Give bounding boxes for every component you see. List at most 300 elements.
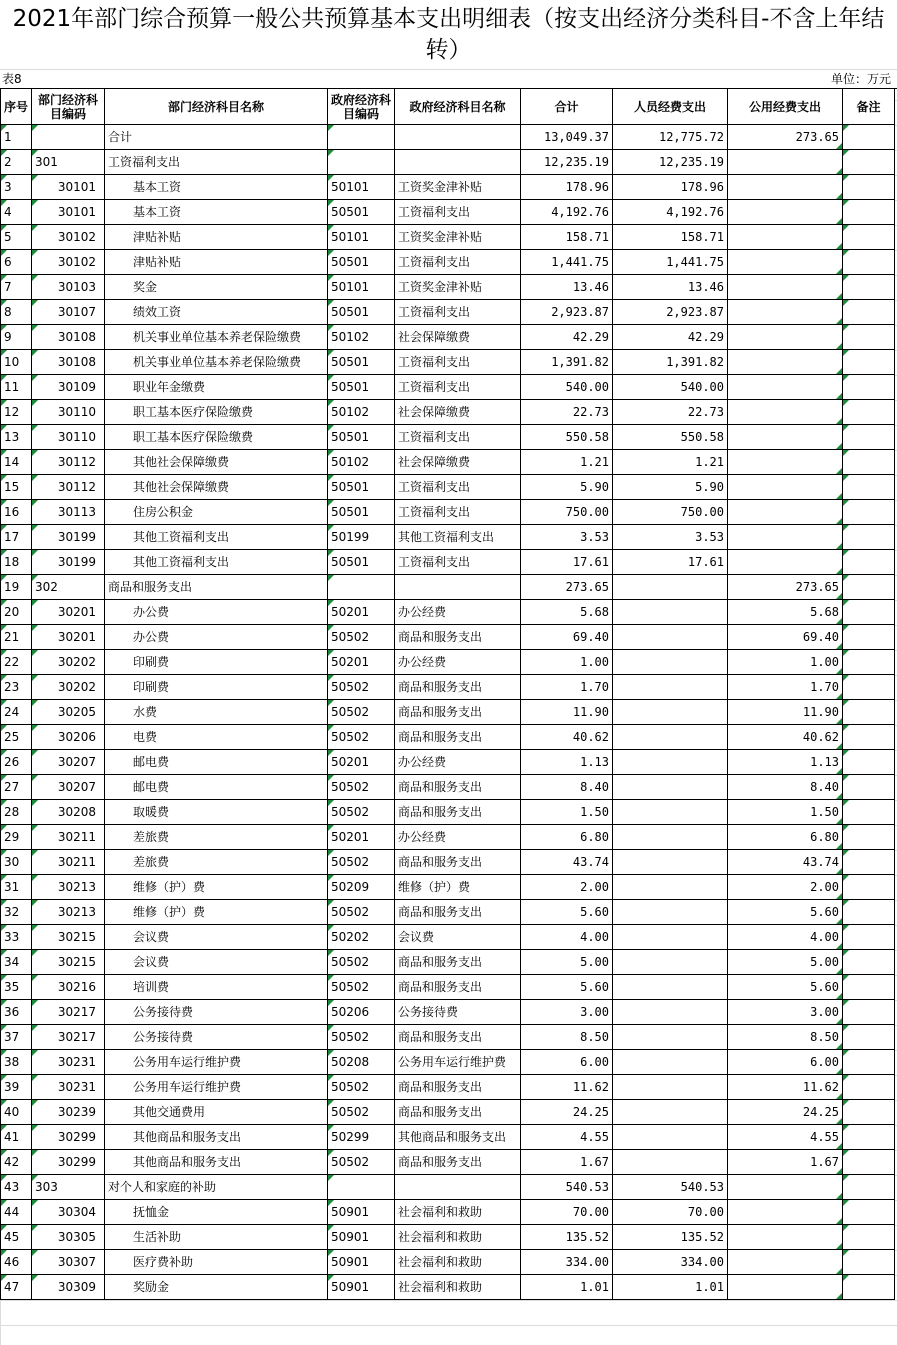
row-note: [843, 225, 895, 250]
row-public: 5.60: [728, 900, 843, 925]
row-dept-name: 机关事业单位基本养老保险缴费: [105, 325, 328, 350]
row-personnel: [613, 925, 728, 950]
row-gov-code: 50201: [328, 825, 395, 850]
table-row: [1, 725, 895, 750]
row-personnel: [613, 600, 728, 625]
row-public: [728, 200, 843, 225]
row-total: 42.29: [521, 325, 613, 350]
table-row: [1, 925, 895, 950]
row-gov-name: 工资福利支出: [395, 350, 521, 375]
row-public: 11.62: [728, 1075, 843, 1100]
row-seq: 17: [1, 525, 32, 550]
row-dept-name: 公务用车运行维护费: [105, 1075, 328, 1100]
row-total: 3.00: [521, 1000, 613, 1025]
row-dept-code: 30215: [32, 925, 105, 950]
row-personnel: 750.00: [613, 500, 728, 525]
table-row: [1, 1100, 895, 1125]
table-row: [1, 1000, 895, 1025]
table-row: [1, 625, 895, 650]
row-personnel: [613, 650, 728, 675]
row-public: [728, 1250, 843, 1275]
row-public: 11.90: [728, 700, 843, 725]
row-seq: 23: [1, 675, 32, 700]
header-dept-name: 部门经济科目名称: [105, 89, 328, 125]
row-seq: 2: [1, 150, 32, 175]
row-personnel: 1.01: [613, 1275, 728, 1300]
table-row: [1, 1225, 895, 1250]
row-seq: 30: [1, 850, 32, 875]
row-dept-name: 其他交通费用: [105, 1100, 328, 1125]
row-personnel: 3.53: [613, 525, 728, 550]
row-public: 273.65: [728, 125, 843, 150]
row-note: [843, 1200, 895, 1225]
row-gov-name: 商品和服务支出: [395, 700, 521, 725]
row-dept-name: 职业年金缴费: [105, 375, 328, 400]
row-gov-name: 工资奖金津补贴: [395, 225, 521, 250]
row-gov-name: 商品和服务支出: [395, 775, 521, 800]
row-personnel: 178.96: [613, 175, 728, 200]
row-public: 4.00: [728, 925, 843, 950]
table-row: [1, 150, 895, 175]
row-public: [728, 475, 843, 500]
row-total: 5.60: [521, 975, 613, 1000]
row-dept-name: 公务用车运行维护费: [105, 1050, 328, 1075]
row-seq: 9: [1, 325, 32, 350]
row-dept-code: 30307: [32, 1250, 105, 1275]
row-dept-name: 办公费: [105, 600, 328, 625]
row-note: [843, 1225, 895, 1250]
row-seq: 44: [1, 1200, 32, 1225]
row-gov-code: 50901: [328, 1200, 395, 1225]
row-gov-code: 50201: [328, 600, 395, 625]
row-note: [843, 650, 895, 675]
row-gov-code: 50502: [328, 725, 395, 750]
header-gov-code: 政府经济科目编码: [328, 89, 395, 125]
table-row: [1, 350, 895, 375]
table-row: [1, 475, 895, 500]
row-dept-name: 会议费: [105, 950, 328, 975]
row-note: [843, 575, 895, 600]
row-dept-name: 办公费: [105, 625, 328, 650]
row-total: 1.50: [521, 800, 613, 825]
row-public: 69.40: [728, 625, 843, 650]
row-public: [728, 300, 843, 325]
row-note: [843, 525, 895, 550]
row-total: 273.65: [521, 575, 613, 600]
row-public: 1.70: [728, 675, 843, 700]
row-total: 12,235.19: [521, 150, 613, 175]
row-personnel: [613, 1125, 728, 1150]
row-personnel: [613, 850, 728, 875]
row-public: 1.50: [728, 800, 843, 825]
row-personnel: [613, 575, 728, 600]
table-subheader: [0, 70, 897, 89]
row-gov-code: 50502: [328, 675, 395, 700]
row-gov-name: 工资福利支出: [395, 375, 521, 400]
row-note: [843, 475, 895, 500]
row-note: [843, 400, 895, 425]
table-row: [1, 1050, 895, 1075]
row-dept-code: 30108: [32, 325, 105, 350]
row-note: [843, 1075, 895, 1100]
row-seq: 4: [1, 200, 32, 225]
row-note: [843, 275, 895, 300]
row-public: [728, 1225, 843, 1250]
row-seq: 43: [1, 1175, 32, 1200]
row-gov-code: 50502: [328, 900, 395, 925]
table-row: [1, 975, 895, 1000]
row-seq: 20: [1, 600, 32, 625]
row-total: 13.46: [521, 275, 613, 300]
row-gov-code: 50501: [328, 375, 395, 400]
row-personnel: [613, 950, 728, 975]
row-dept-name: 抚恤金: [105, 1200, 328, 1225]
row-gov-code: 50101: [328, 225, 395, 250]
row-public: 4.55: [728, 1125, 843, 1150]
row-dept-code: 30309: [32, 1275, 105, 1300]
row-seq: 19: [1, 575, 32, 600]
row-dept-name: 其他工资福利支出: [105, 550, 328, 575]
header-row: [1, 89, 895, 125]
row-total: 3.53: [521, 525, 613, 550]
table-row: [1, 800, 895, 825]
row-gov-name: 社会福利和救助: [395, 1200, 521, 1225]
row-gov-name: 办公经费: [395, 750, 521, 775]
row-gov-code: 50901: [328, 1250, 395, 1275]
row-dept-code: 30199: [32, 525, 105, 550]
header-public: 公用经费支出: [728, 89, 843, 125]
table-row: [1, 1125, 895, 1150]
row-note: [843, 800, 895, 825]
row-dept-name: 住房公积金: [105, 500, 328, 525]
row-note: [843, 250, 895, 275]
row-gov-name: 其他工资福利支出: [395, 525, 521, 550]
row-personnel: 540.53: [613, 1175, 728, 1200]
row-seq: 7: [1, 275, 32, 300]
table-row: [1, 875, 895, 900]
row-dept-code: 30199: [32, 550, 105, 575]
row-public: 1.13: [728, 750, 843, 775]
row-seq: 26: [1, 750, 32, 775]
table-row: [1, 325, 895, 350]
row-note: [843, 150, 895, 175]
row-dept-code: 30208: [32, 800, 105, 825]
row-seq: 27: [1, 775, 32, 800]
row-seq: 1: [1, 125, 32, 150]
header-personnel: 人员经费支出: [613, 89, 728, 125]
row-gov-name: 商品和服务支出: [395, 975, 521, 1000]
row-dept-code: 30108: [32, 350, 105, 375]
row-dept-code: 30112: [32, 475, 105, 500]
row-public: [728, 1200, 843, 1225]
row-gov-code: 50502: [328, 1150, 395, 1175]
row-gov-name: 工资福利支出: [395, 475, 521, 500]
row-personnel: 550.58: [613, 425, 728, 450]
row-personnel: 22.73: [613, 400, 728, 425]
row-personnel: [613, 1100, 728, 1125]
row-dept-code: 30239: [32, 1100, 105, 1125]
row-dept-name: 对个人和家庭的补助: [105, 1175, 328, 1200]
row-dept-code: 30217: [32, 1000, 105, 1025]
table-row: [1, 500, 895, 525]
row-gov-code: 50502: [328, 775, 395, 800]
row-gov-code: 50502: [328, 1075, 395, 1100]
row-seq: 42: [1, 1150, 32, 1175]
row-note: [843, 725, 895, 750]
row-gov-code: 50206: [328, 1000, 395, 1025]
row-dept-code: 30216: [32, 975, 105, 1000]
row-personnel: [613, 700, 728, 725]
row-note: [843, 850, 895, 875]
table-row: [1, 175, 895, 200]
row-seq: 45: [1, 1225, 32, 1250]
row-seq: 16: [1, 500, 32, 525]
row-note: [843, 1025, 895, 1050]
row-gov-code: 50102: [328, 325, 395, 350]
header-dept-code: 部门经济科目编码: [32, 89, 105, 125]
row-seq: 41: [1, 1125, 32, 1150]
row-gov-code: 50501: [328, 350, 395, 375]
row-dept-name: 商品和服务支出: [105, 575, 328, 600]
row-note: [843, 350, 895, 375]
row-note: [843, 1250, 895, 1275]
row-dept-name: 维修（护）费: [105, 900, 328, 925]
row-personnel: [613, 750, 728, 775]
row-gov-name: 商品和服务支出: [395, 1025, 521, 1050]
row-total: 6.80: [521, 825, 613, 850]
row-personnel: [613, 1000, 728, 1025]
page-title: 2021年部门综合预算一般公共预算基本支出明细表（按支出经济分类科目-不含上年结转）: [0, 0, 897, 70]
row-dept-code: 30299: [32, 1150, 105, 1175]
row-dept-name: 电费: [105, 725, 328, 750]
row-dept-name: 其他工资福利支出: [105, 525, 328, 550]
table-row: [1, 550, 895, 575]
row-dept-name: 生活补助: [105, 1225, 328, 1250]
row-seq: 24: [1, 700, 32, 725]
row-gov-name: 公务接待费: [395, 1000, 521, 1025]
row-gov-code: 50208: [328, 1050, 395, 1075]
row-gov-code: 50201: [328, 650, 395, 675]
row-seq: 3: [1, 175, 32, 200]
row-dept-name: 差旅费: [105, 825, 328, 850]
row-total: 2,923.87: [521, 300, 613, 325]
table-row: [1, 1275, 895, 1300]
table-row: [1, 125, 895, 150]
row-dept-code: 30107: [32, 300, 105, 325]
row-dept-code: 30101: [32, 175, 105, 200]
row-public: [728, 425, 843, 450]
row-dept-code: 30207: [32, 775, 105, 800]
row-total: 1,441.75: [521, 250, 613, 275]
row-note: [843, 775, 895, 800]
row-dept-code: 30110: [32, 425, 105, 450]
row-personnel: 135.52: [613, 1225, 728, 1250]
row-seq: 10: [1, 350, 32, 375]
row-note: [843, 950, 895, 975]
row-seq: 14: [1, 450, 32, 475]
row-gov-code: 50501: [328, 425, 395, 450]
row-personnel: 4,192.76: [613, 200, 728, 225]
row-note: [843, 975, 895, 1000]
row-public: [728, 325, 843, 350]
row-gov-name: 社会保障缴费: [395, 325, 521, 350]
row-seq: 40: [1, 1100, 32, 1125]
table-row: [1, 1250, 895, 1275]
row-seq: 8: [1, 300, 32, 325]
row-gov-name: 办公经费: [395, 650, 521, 675]
row-total: 2.00: [521, 875, 613, 900]
row-dept-name: 邮电费: [105, 775, 328, 800]
table-row: [1, 525, 895, 550]
row-gov-name: 其他商品和服务支出: [395, 1125, 521, 1150]
row-note: [843, 375, 895, 400]
row-dept-name: 邮电费: [105, 750, 328, 775]
row-dept-name: 津贴补贴: [105, 250, 328, 275]
row-dept-code: 30207: [32, 750, 105, 775]
budget-table: [0, 88, 895, 1300]
row-public: 8.40: [728, 775, 843, 800]
row-public: [728, 350, 843, 375]
row-gov-code: 50502: [328, 850, 395, 875]
row-total: 8.50: [521, 1025, 613, 1050]
row-seq: 22: [1, 650, 32, 675]
row-personnel: 42.29: [613, 325, 728, 350]
row-gov-name: 工资福利支出: [395, 550, 521, 575]
row-personnel: [613, 975, 728, 1000]
row-seq: 15: [1, 475, 32, 500]
row-note: [843, 700, 895, 725]
row-total: 750.00: [521, 500, 613, 525]
row-dept-name: 职工基本医疗保险缴费: [105, 400, 328, 425]
row-total: 4.55: [521, 1125, 613, 1150]
row-public: 273.65: [728, 575, 843, 600]
row-total: 22.73: [521, 400, 613, 425]
row-public: 5.68: [728, 600, 843, 625]
row-dept-code: 30109: [32, 375, 105, 400]
table-row: [1, 450, 895, 475]
row-total: 1.01: [521, 1275, 613, 1300]
row-note: [843, 125, 895, 150]
row-public: [728, 500, 843, 525]
table-row: [1, 1175, 895, 1200]
row-dept-code: 30213: [32, 875, 105, 900]
row-dept-code: 30217: [32, 1025, 105, 1050]
row-gov-code: 50501: [328, 550, 395, 575]
row-personnel: 2,923.87: [613, 300, 728, 325]
row-total: 40.62: [521, 725, 613, 750]
row-public: [728, 175, 843, 200]
row-seq: 36: [1, 1000, 32, 1025]
row-gov-name: 会议费: [395, 925, 521, 950]
row-gov-code: 50502: [328, 800, 395, 825]
row-public: 24.25: [728, 1100, 843, 1125]
table-row: [1, 900, 895, 925]
row-dept-name: 其他社会保障缴费: [105, 475, 328, 500]
table-row: [1, 1025, 895, 1050]
row-gov-name: [395, 150, 521, 175]
row-dept-code: 30103: [32, 275, 105, 300]
row-public: 3.00: [728, 1000, 843, 1025]
row-total: 5.60: [521, 900, 613, 925]
row-total: 540.53: [521, 1175, 613, 1200]
row-public: [728, 250, 843, 275]
row-seq: 6: [1, 250, 32, 275]
row-dept-name: 印刷费: [105, 675, 328, 700]
row-gov-name: 商品和服务支出: [395, 950, 521, 975]
row-public: [728, 450, 843, 475]
row-gov-name: 社会福利和救助: [395, 1250, 521, 1275]
row-dept-name: 机关事业单位基本养老保险缴费: [105, 350, 328, 375]
row-total: 43.74: [521, 850, 613, 875]
row-seq: 47: [1, 1275, 32, 1300]
row-dept-code: 30205: [32, 700, 105, 725]
row-dept-name: 职工基本医疗保险缴费: [105, 425, 328, 450]
row-seq: 5: [1, 225, 32, 250]
row-total: 8.40: [521, 775, 613, 800]
row-seq: 34: [1, 950, 32, 975]
row-gov-code: 50502: [328, 975, 395, 1000]
row-gov-code: 50102: [328, 400, 395, 425]
table-row: [1, 950, 895, 975]
row-total: 1.67: [521, 1150, 613, 1175]
row-public: [728, 400, 843, 425]
row-gov-code: 50501: [328, 250, 395, 275]
row-dept-name: 基本工资: [105, 175, 328, 200]
row-dept-code: 30102: [32, 225, 105, 250]
row-total: 334.00: [521, 1250, 613, 1275]
row-total: 1.00: [521, 650, 613, 675]
row-dept-name: 取暖费: [105, 800, 328, 825]
row-note: [843, 300, 895, 325]
row-dept-name: 其他商品和服务支出: [105, 1150, 328, 1175]
row-note: [843, 550, 895, 575]
row-total: 178.96: [521, 175, 613, 200]
row-personnel: [613, 1075, 728, 1100]
row-seq: 32: [1, 900, 32, 925]
row-dept-name: 印刷费: [105, 650, 328, 675]
row-dept-code: 301: [32, 150, 105, 175]
row-dept-code: 30206: [32, 725, 105, 750]
row-gov-name: 商品和服务支出: [395, 725, 521, 750]
row-total: 5.90: [521, 475, 613, 500]
row-total: 11.62: [521, 1075, 613, 1100]
table-row: [1, 775, 895, 800]
row-dept-name: 基本工资: [105, 200, 328, 225]
row-gov-name: [395, 1175, 521, 1200]
row-gov-code: 50201: [328, 750, 395, 775]
row-public: 6.00: [728, 1050, 843, 1075]
row-public: [728, 1175, 843, 1200]
row-dept-name: 培训费: [105, 975, 328, 1000]
row-dept-code: 30110: [32, 400, 105, 425]
row-gov-name: 商品和服务支出: [395, 900, 521, 925]
row-gov-code: 50102: [328, 450, 395, 475]
row-gov-code: 50502: [328, 1100, 395, 1125]
row-total: 5.68: [521, 600, 613, 625]
table-row: [1, 225, 895, 250]
row-gov-code: [328, 1175, 395, 1200]
row-dept-code: 30102: [32, 250, 105, 275]
row-gov-code: 50502: [328, 625, 395, 650]
row-dept-name: 合计: [105, 125, 328, 150]
row-gov-code: 50101: [328, 275, 395, 300]
row-personnel: 12,235.19: [613, 150, 728, 175]
row-gov-code: [328, 125, 395, 150]
row-dept-code: 30201: [32, 625, 105, 650]
row-public: 8.50: [728, 1025, 843, 1050]
row-public: 1.00: [728, 650, 843, 675]
row-dept-code: 30112: [32, 450, 105, 475]
